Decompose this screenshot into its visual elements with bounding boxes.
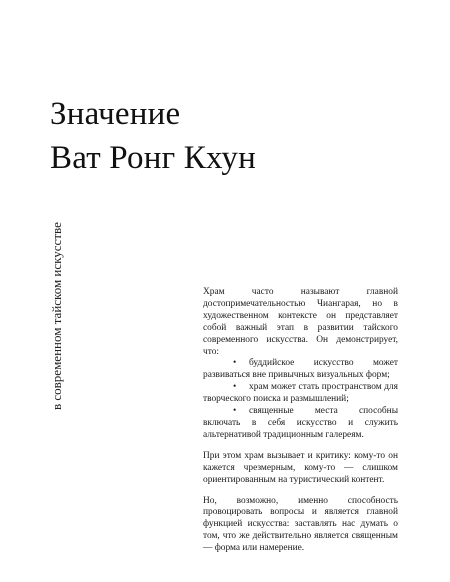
paragraph-conclusion: Но, возможно, именно способность провоцировать вопросы и является главной функцией искусства: заставлять нас думать о том, что же действительно является священным — форма или намерение. (203, 495, 398, 554)
title-line-2: Ват Ронг Кхун (50, 140, 256, 176)
list-item (203, 382, 398, 406)
body-text (203, 287, 398, 564)
intro-paragraph: Храм часто называют главной достопримечательностью Чиангарая, но в художественном контексте он представляет собой важный этап в развитии тайского современного искусства. Он демонстрирует, что: (203, 287, 398, 357)
list-item-text: буддийское искусство может развиваться вне привычных визуальных форм; (203, 358, 398, 381)
paragraph-criticism: При этом храм вызывает и критику: кому-то он кажется чрезмерным, кому-то — слишком ориентированным на туристический контент. (203, 450, 398, 485)
bullet-list (203, 358, 398, 441)
vertical-caption: в современном тайском искусстве (49, 222, 64, 410)
list-item-text: храм может стать пространством для творческого поиска и размышлений; (203, 382, 398, 405)
bullet-icon: • (233, 406, 237, 417)
list-item-text: священные места способны включать в себя искусство и служить альтернативой традиционным галереям. (203, 406, 398, 440)
list-item (203, 358, 398, 382)
page-title (50, 92, 430, 180)
intro-block (203, 287, 398, 442)
bullet-icon: • (233, 382, 237, 393)
list-item (203, 406, 398, 442)
title-line-1: Значение (50, 96, 181, 132)
bullet-icon: • (233, 358, 237, 369)
